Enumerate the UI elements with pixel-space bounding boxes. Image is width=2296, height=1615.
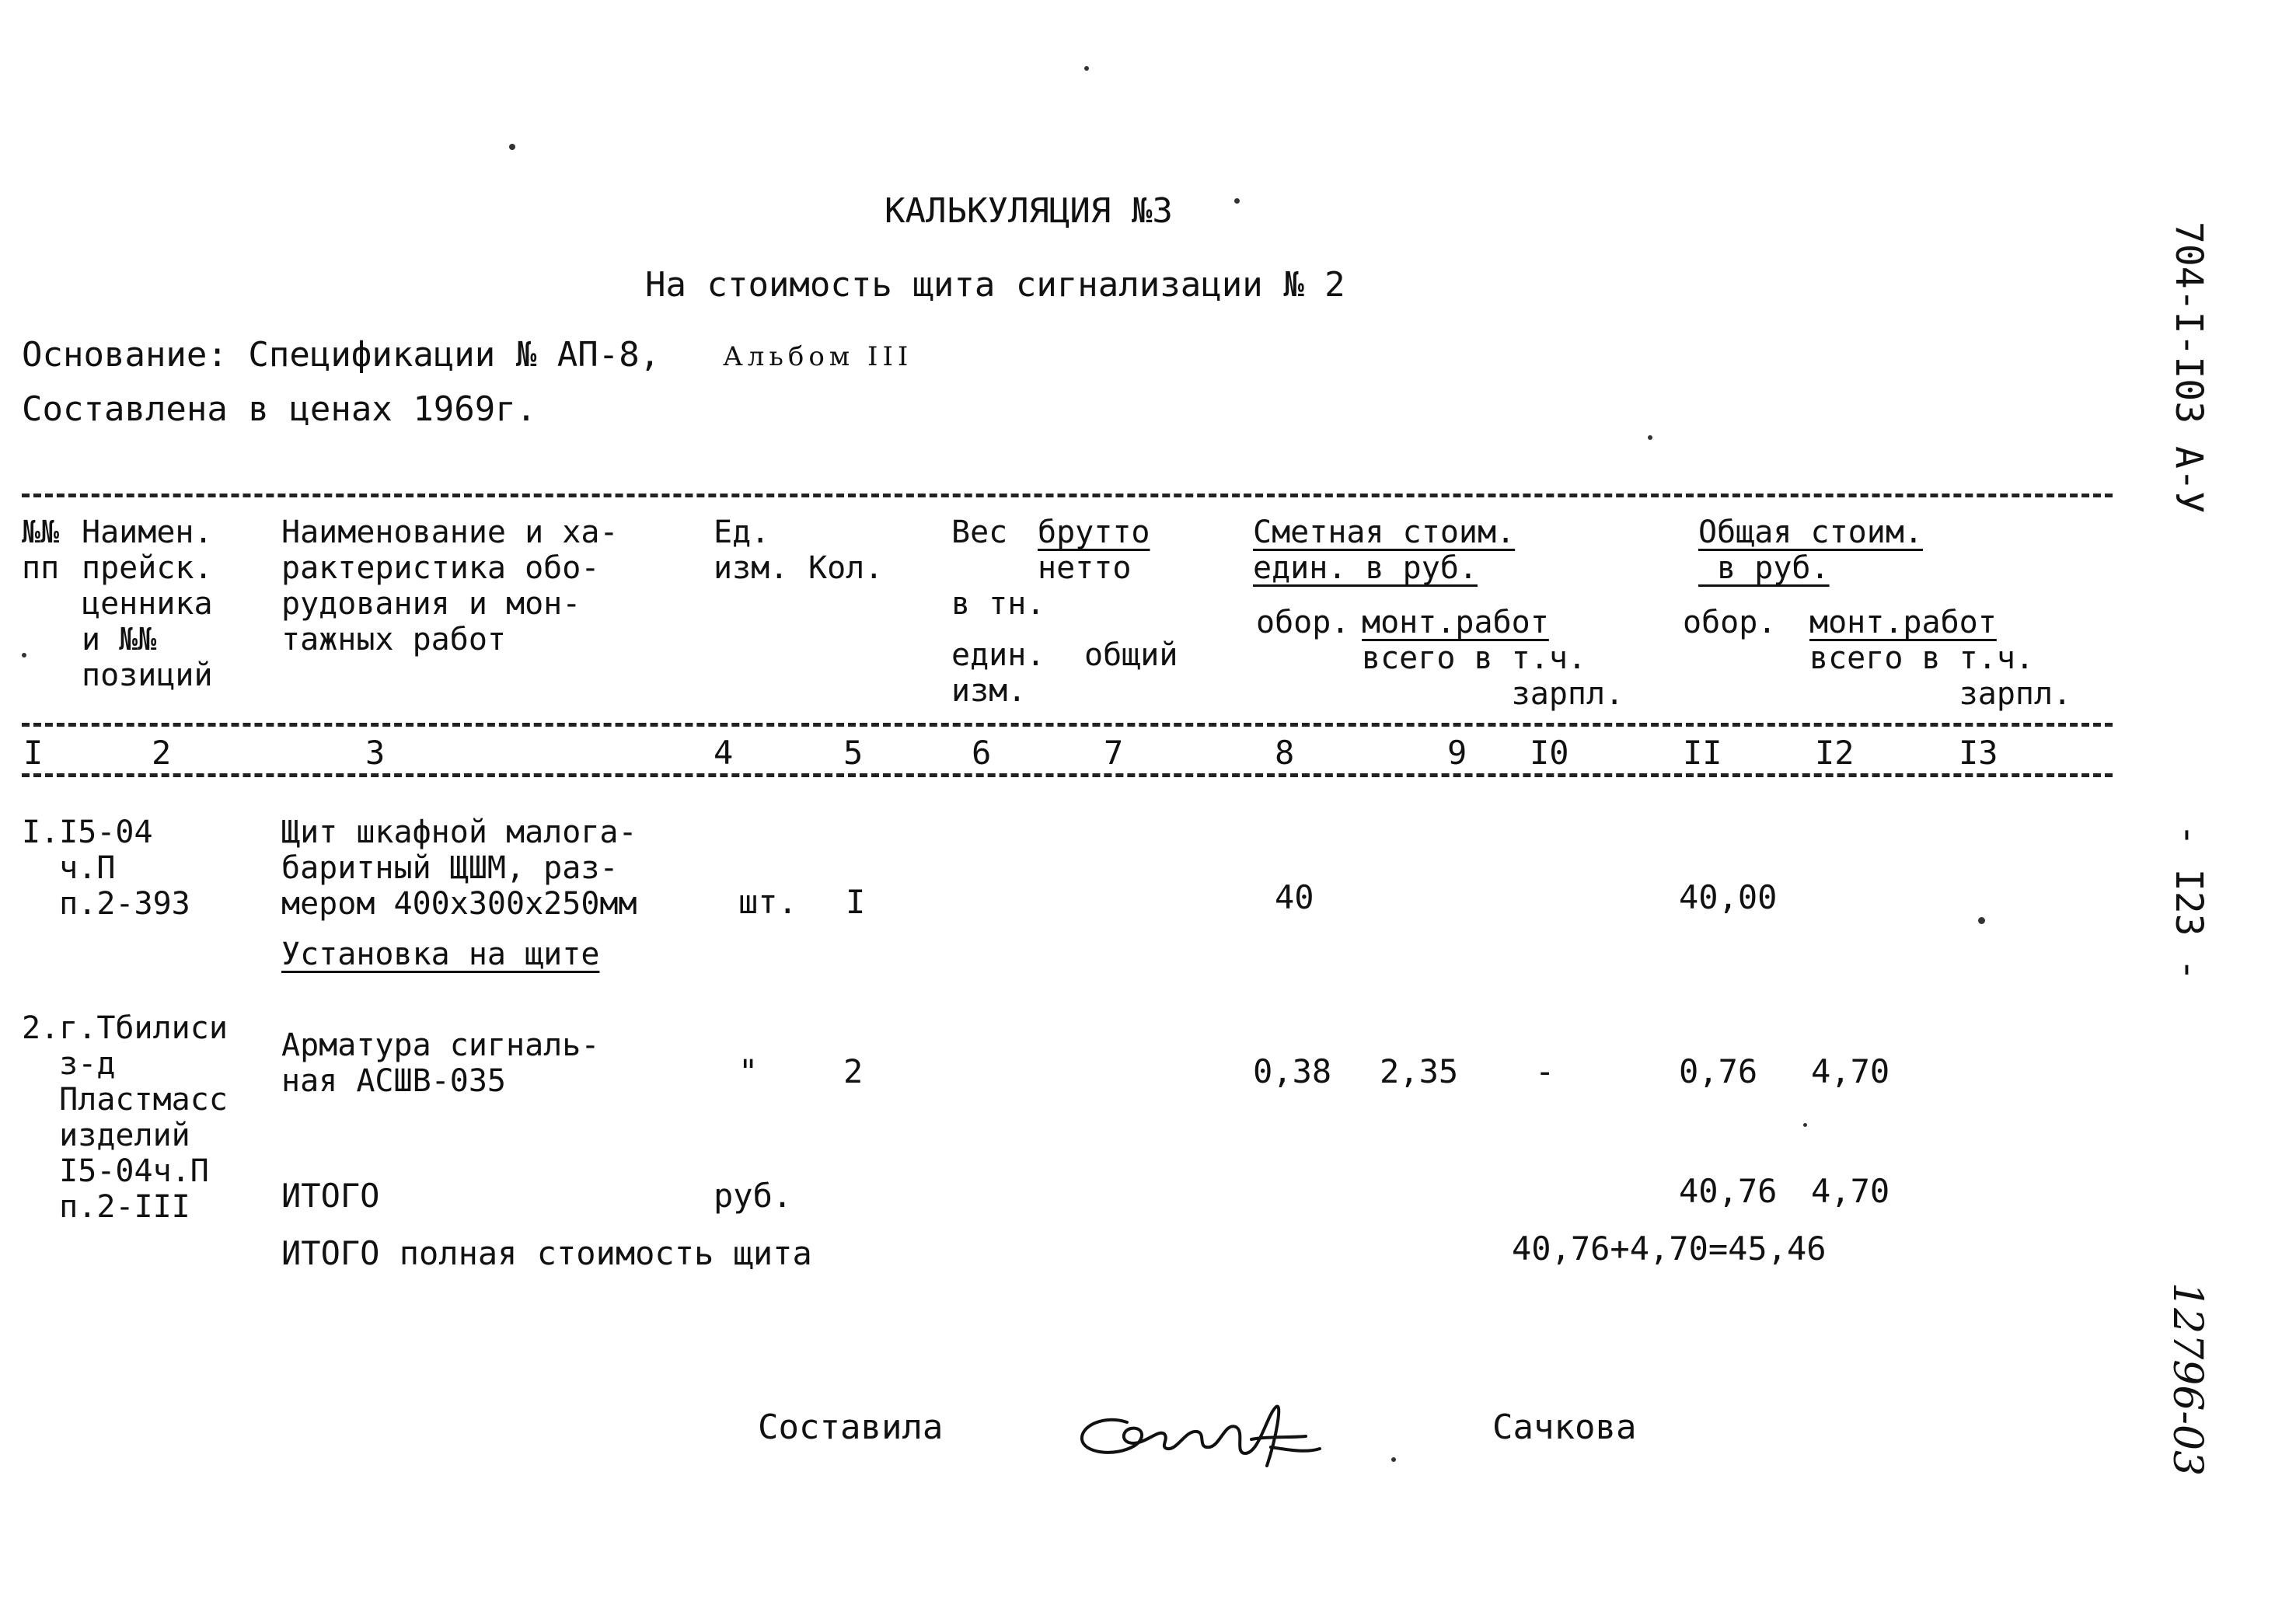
col-number-11: II <box>1683 734 1722 772</box>
row-2-code: 2.г.Тбилиси з-д Пластмасс изделий I5-04ч.П п.2-III <box>22 1010 228 1225</box>
scan-speck <box>1234 198 1240 204</box>
header-weight-prefix: Вес <box>951 514 1008 550</box>
table-top-rule <box>22 494 2113 497</box>
scan-speck <box>1978 917 1985 924</box>
col-number-10: I0 <box>1530 734 1569 772</box>
row-2-unit-install-total: 2,35 <box>1380 1052 1459 1090</box>
col-number-12: I2 <box>1815 734 1855 772</box>
side-label-top: 704-I-I03 А-У <box>2167 221 2211 514</box>
signature-name: Сачкова <box>1492 1407 1637 1447</box>
row-2-qty: 2 <box>843 1052 864 1090</box>
header-unit-install: монт.работ <box>1362 605 1549 640</box>
row-2-total-equipment: 0,76 <box>1679 1052 1758 1090</box>
side-label-middle: - I23 - <box>2167 824 2211 982</box>
row-1-name: Щит шкафной малога- баритный ЩШМ, раз- мером 400х300х250мм <box>281 814 637 922</box>
header-col-1: №№ пп <box>22 514 60 586</box>
col-number-13: I3 <box>1959 734 1998 772</box>
col-number-1: I <box>23 734 44 772</box>
scan-speck <box>509 144 515 150</box>
col-number-3: 3 <box>365 734 386 772</box>
scan-speck <box>1803 1123 1807 1127</box>
grand-total-label: ИТОГО полная стоимость щита <box>281 1234 812 1272</box>
row-1-code: I.I5-04 ч.П п.2-393 <box>22 814 190 922</box>
col-number-5: 5 <box>843 734 864 772</box>
row-2-name: Арматура сигналь- ная АСШВ-035 <box>281 1027 600 1099</box>
header-col-12-13: всего в т.ч. зарпл. <box>1809 640 2072 712</box>
basis-handwritten: Альбом III <box>723 341 913 372</box>
side-label-bottom: 12796-03 <box>2164 1282 2211 1477</box>
row-2-unit: " <box>738 1052 759 1090</box>
row-2-total-install: 4,70 <box>1811 1052 1890 1090</box>
row-1-total-equipment: 40,00 <box>1679 878 1778 916</box>
document-title: КАЛЬКУЛЯЦИЯ №3 <box>885 191 1173 231</box>
header-col-3: Наименование и ха- рактеристика обо- рудования и мон- тажных работ <box>281 514 619 658</box>
basis-line: Основание: Спецификации № АП-8, <box>22 335 661 375</box>
scan-speck <box>1391 1457 1396 1462</box>
header-col-9-10: всего в т.ч. зарпл. <box>1362 640 1624 712</box>
header-col-2: Наимен. прейск. ценника и №№ позиций <box>82 514 213 693</box>
header-weight-unit: в тн. <box>951 586 1045 622</box>
col-number-4: 4 <box>714 734 734 772</box>
header-col-5: Кол. <box>808 550 884 586</box>
row-2-unit-equipment: 0,38 <box>1253 1052 1332 1090</box>
itogo-total-install: 4,70 <box>1811 1172 1890 1210</box>
header-col-7: общий <box>1084 637 1178 673</box>
col-number-8: 8 <box>1275 734 1295 772</box>
signature-scribble <box>1073 1391 1337 1477</box>
header-total-install: монт.работ <box>1809 605 1997 640</box>
row-2-unit-install-wages: - <box>1535 1052 1555 1090</box>
prices-line: Составлена в ценах 1969г. <box>22 389 537 429</box>
scan-speck <box>1084 66 1089 71</box>
itogo-total-equipment: 40,76 <box>1679 1172 1778 1210</box>
header-col-6: един. изм. <box>951 637 1045 709</box>
header-unit-cost: Сметная стоим. един. в руб. <box>1253 514 1516 586</box>
header-weight-netto: нетто <box>1038 550 1132 586</box>
col-number-7: 7 <box>1104 734 1124 772</box>
scan-speck <box>1648 435 1652 440</box>
header-weight-brutto: брутто <box>1038 514 1150 550</box>
row-1-qty: I <box>846 883 866 921</box>
scan-speck <box>22 653 26 658</box>
header-col-4: Ед. изм. <box>714 514 789 586</box>
col-number-2: 2 <box>152 734 172 772</box>
grand-total-formula: 40,76+4,70=45,46 <box>1512 1230 1827 1268</box>
section-heading: Установка на щите <box>281 937 600 972</box>
header-total-cost: Общая стоим. в руб. <box>1698 514 1923 586</box>
document-subtitle: На стоимость щита сигнализации № 2 <box>645 265 1345 305</box>
col-number-9: 9 <box>1447 734 1467 772</box>
row-1-unit: шт. <box>738 883 797 921</box>
col-number-6: 6 <box>972 734 992 772</box>
itogo-label: ИТОГО <box>281 1177 380 1215</box>
itogo-unit: руб. <box>714 1177 793 1215</box>
row-1-unit-equipment: 40 <box>1275 878 1314 916</box>
header-col-8: обор. <box>1256 605 1350 640</box>
header-col-11: обор. <box>1683 605 1777 640</box>
signature-label: Составила <box>758 1407 944 1447</box>
table-numbers-rule <box>22 773 2113 777</box>
table-header-rule <box>22 723 2113 727</box>
